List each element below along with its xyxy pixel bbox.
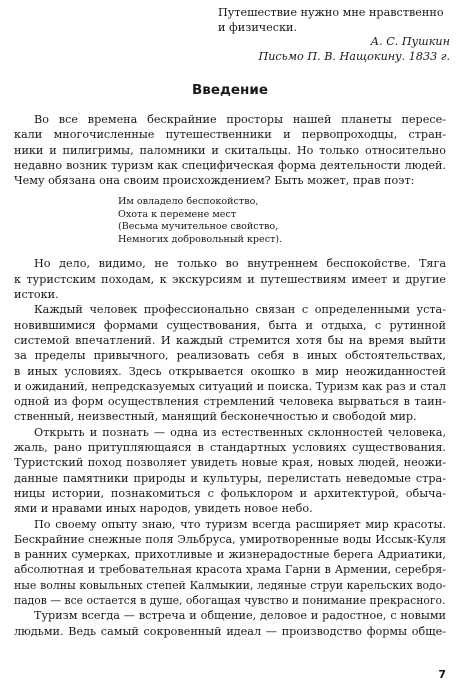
text-line: недавно возник туризм как специфическая форма деятельности людей. bbox=[14, 158, 446, 172]
text-line: падов — все остается в душе, обогащая чувство и понимание прекрасного. bbox=[14, 594, 446, 608]
text-line: ницы истории, познакомиться с фольклором и архитектурой, обыча- bbox=[14, 486, 446, 500]
text-line: абсолютная и требовательная красота храма Гарни в Армении, серебря- bbox=[14, 563, 446, 577]
epigraph-author: А. С. Пушкин bbox=[370, 35, 450, 48]
epigraph-source: Письмо П. В. Нащокину. 1833 г. bbox=[258, 49, 450, 63]
paragraph-6 bbox=[14, 608, 446, 639]
text-line: новившимися формами существования, быта и отдыха, с рутинной bbox=[14, 318, 446, 332]
text-line: одной из форм осуществления стремлений человека вырваться в таин- bbox=[14, 395, 446, 409]
paragraph-5 bbox=[14, 517, 446, 609]
text-line: По своему опыту знаю, что туризм всегда расширяет мир красоты. bbox=[34, 517, 446, 531]
text-line: за пределы привычного, реализовать себя в иных обстоятельствах, bbox=[14, 349, 446, 363]
poem-quote bbox=[118, 196, 446, 246]
text-line: ные волны ковыльных степей Калмыкии, ледяные струи карельских водо- bbox=[14, 578, 446, 592]
paragraph-4 bbox=[14, 425, 446, 517]
text-line: в иных условиях. Здесь открывается окошко в мир неожиданностей bbox=[14, 364, 446, 378]
text-line: системой впечатлений. И каждый стремится хотя бы на время выйти bbox=[14, 333, 446, 347]
text-line: кали многочисленные путешественники и первопроходцы, стран- bbox=[14, 128, 446, 142]
paragraph-2 bbox=[14, 256, 446, 302]
text-line: истоки. bbox=[14, 288, 59, 302]
page-number: 7 bbox=[438, 668, 446, 681]
body-text bbox=[14, 112, 446, 639]
section-heading: Введение bbox=[192, 82, 268, 98]
text-line: Бескрайние снежные поля Эльбруса, умиротворенные воды Иссык-Куля bbox=[14, 532, 446, 546]
poem-line: (Весьма мучительное свойство, bbox=[118, 221, 279, 233]
text-line: в ранних сумерках, прихотливые и жизнерадостные берега Адриатики, bbox=[14, 548, 446, 562]
text-line: Открыть и познать — одна из естественных склонностей человека, bbox=[34, 425, 446, 439]
text-line: ники и пилигримы, паломники и скитальцы. Но только относительно bbox=[14, 143, 446, 157]
text-line: Но дело, видимо, не только во внутреннем беспокойстве. Тяга bbox=[34, 257, 446, 271]
text-line: людьми. Ведь самый сокровенный идеал — производство формы обще- bbox=[14, 624, 446, 638]
paragraph-3 bbox=[14, 302, 446, 424]
paragraph-1 bbox=[14, 112, 446, 188]
text-line: жаль, рано притупляющаяся в стандартных условиях существования. bbox=[14, 441, 446, 455]
text-line: Чему обязана она своим происхождением? Быть может, прав поэт: bbox=[14, 174, 415, 188]
text-line: ями и нравами иных народов, увидеть новое небо. bbox=[14, 502, 313, 516]
epigraph-line: и физически. bbox=[218, 20, 298, 34]
poem-line: Им овладело беспокойство, bbox=[118, 196, 259, 208]
poem-line: Охота к перемене мест bbox=[118, 208, 237, 220]
text-line: ственный, неизвестный, манящий бесконечностью и свободой мир. bbox=[14, 410, 417, 424]
text-line: и ожиданий, непредсказуемых ситуаций и поиска. Туризм как раз и стал bbox=[14, 379, 446, 393]
text-line: к туристским походам, к экскурсиям и путешествиям имеет и другие bbox=[14, 272, 446, 286]
text-line: данные памятники природы и культуры, перелистать неведомые стра- bbox=[14, 471, 446, 485]
text-line: Каждый человек профессионально связан с определенными уста- bbox=[34, 303, 446, 317]
text-line: Во все времена бескрайние просторы нашей планеты пересе- bbox=[34, 113, 446, 126]
poem-line: Немногих добровольный крест). bbox=[118, 233, 283, 245]
text-line: Туризм всегда — встреча и общение, деловое и радостное, с новыми bbox=[34, 609, 446, 623]
text-line: Туристский поход позволяет увидеть новые края, новых людей, неожи- bbox=[14, 456, 446, 470]
epigraph bbox=[218, 6, 450, 64]
epigraph-line: Путешествие нужно мне нравственно bbox=[218, 6, 444, 19]
